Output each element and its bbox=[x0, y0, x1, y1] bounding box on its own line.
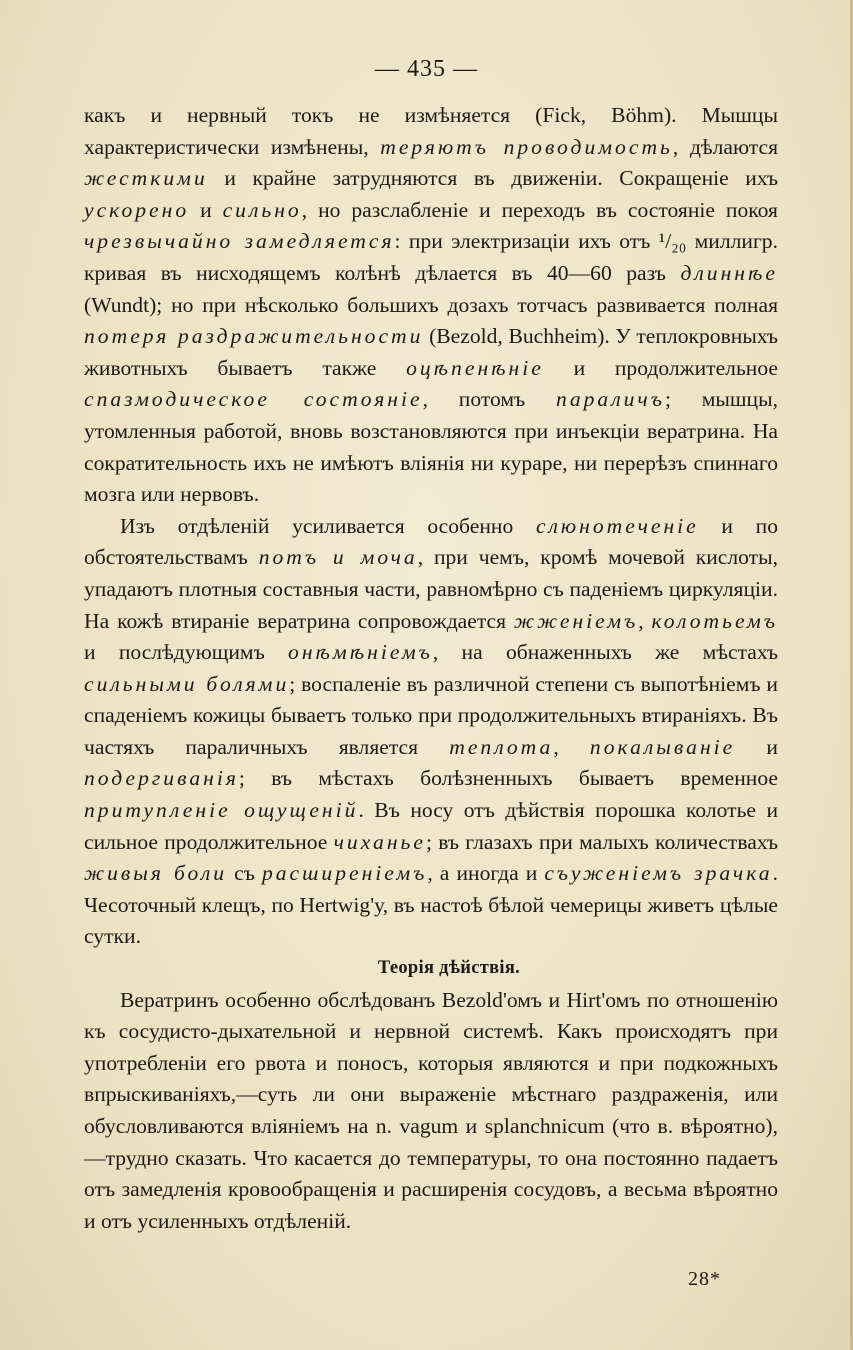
text-run: (Bezold, Buchheim). У теплокровныхъ животныхъ бываетъ также bbox=[84, 324, 778, 380]
page-number: — 435 — bbox=[375, 56, 478, 82]
emphasis: сильными болями bbox=[84, 671, 290, 696]
text-run: . Въ носу отъ дѣйствія порошка колотье и сильное продолжительное bbox=[84, 798, 779, 854]
emphasis: параличъ bbox=[556, 387, 665, 412]
text-run: и bbox=[189, 197, 223, 222]
section-heading: Теорія дѣйствія. bbox=[377, 958, 521, 979]
text-run: и по обстоятельствамъ bbox=[84, 513, 778, 570]
emphasis: спазмодическое состояніе bbox=[84, 387, 423, 412]
text-run: , на обнаженныхъ же мѣстахъ bbox=[432, 640, 779, 665]
emphasis: притупленіе ощущеній bbox=[84, 798, 359, 823]
text-run: и продолжительное bbox=[543, 355, 779, 380]
emphasis: живыя боли bbox=[84, 861, 228, 886]
paragraph-theory: Вератринъ особенно обслѣдованъ Bezold'омъ и Hirt'омъ по отношенію къ сосудисто-дыхательной и нервной системѣ. Какъ происходятъ при употребленіи его рвота и поносъ, которыя являются и при подкожныхъ впрыскиваніяхъ,—суть ли они выраженіе мѣстнаго раздраженія, или обусловливаются вліяніемъ на n. vagum и splanchnicum (что в. вѣроятно),—трудно сказать. Что касается до температуры, то она постоянно падаетъ отъ замедленія кровообращенія и расширенія сосудовъ, а весьма вѣроятно и отъ усиленныхъ отдѣленій. bbox=[84, 987, 778, 1233]
signature-mark: 28* bbox=[688, 1268, 721, 1290]
text-run: : при электризаціи ихъ отъ ¹/₂₀ миллигр. кривая въ нисходящемъ колѣнѣ дѣлается въ 40—60 разъ bbox=[84, 229, 778, 285]
emphasis: расширеніемъ bbox=[261, 861, 428, 886]
emphasis: потъ и моча bbox=[258, 545, 418, 570]
emphasis: слюнотеченіе bbox=[535, 513, 699, 538]
emphasis: теряютъ проводимость bbox=[380, 134, 673, 159]
emphasis: чиханье bbox=[333, 829, 426, 854]
text-run: , bbox=[553, 734, 590, 759]
text-run: , а иногда и bbox=[427, 861, 545, 886]
emphasis: онѣмѣніемъ bbox=[288, 640, 433, 665]
text-run: и крайне затрудняются въ движеніи. Сокращеніе ихъ bbox=[207, 166, 778, 191]
text-run: какъ и нервный токъ не измѣняется (Fick, Böhm). Мышцы характеристически измѣнены, bbox=[84, 103, 778, 159]
text-run: , при чемъ, кромѣ мочевой кислоты, упадаютъ плотныя составныя части, равномѣрно съ паденіемъ циркуляціи. На кожѣ втираніе вератрина сопровождается bbox=[84, 545, 778, 633]
text-run: и bbox=[735, 734, 778, 759]
text-run: , потомъ bbox=[422, 387, 557, 412]
emphasis: теплота bbox=[449, 734, 554, 759]
text-run: ; въ мѣстахъ болѣзненныхъ бываетъ временное bbox=[238, 766, 778, 791]
text-run: съ bbox=[227, 861, 262, 886]
emphasis: колотьемъ bbox=[651, 608, 778, 633]
paragraph-secretions bbox=[84, 511, 778, 953]
emphasis: покалываніе bbox=[589, 734, 736, 759]
text-run: ; воспаленіе въ различной степени съ выпотѣніемъ и спаденіемъ кожицы бываетъ только при продолжительныхъ втираніяхъ. Въ частяхъ параличныхъ является bbox=[84, 671, 778, 759]
emphasis: чрезвычайно замедляется bbox=[84, 229, 395, 254]
emphasis: жесткими bbox=[84, 166, 208, 191]
text-run: , но разслабленіе и переходъ въ состояніе покоя bbox=[301, 197, 778, 222]
body-text bbox=[84, 100, 778, 1237]
text-run: (Wundt); но при нѣсколько большихъ дозахъ тотчасъ развивается полная bbox=[84, 292, 778, 317]
emphasis: подергиванія bbox=[84, 766, 239, 791]
emphasis: съуженіемъ зрачка bbox=[544, 861, 773, 886]
text-run: Изъ отдѣленій усиливается особенно bbox=[120, 513, 536, 538]
text-run: . Чесоточный клещъ, по Hertwig'у, въ настоѣ бѣлой чемерицы живетъ цѣлые сутки. bbox=[84, 861, 778, 949]
paragraph-muscles bbox=[84, 100, 778, 511]
text-run: ; мышцы, утомленныя работой, вновь возстановляются при инъекціи вератрина. На сократительность ихъ не имѣютъ вліянія ни кураре, ни перерѣзъ спиннаго мозга или нервовъ. bbox=[84, 387, 778, 507]
emphasis: ускорено bbox=[84, 197, 190, 222]
text-run: и послѣдующимъ bbox=[84, 640, 289, 665]
text-run: , дѣлаются bbox=[672, 134, 779, 159]
emphasis: потеря раздражительности bbox=[84, 324, 424, 349]
text-run: ; въ глазахъ при малыхъ количествахъ bbox=[425, 829, 778, 854]
emphasis: оцѣпенѣніе bbox=[406, 355, 544, 380]
text-run: , bbox=[638, 608, 652, 633]
emphasis: длиннѣе bbox=[680, 260, 778, 285]
emphasis: жженіемъ bbox=[513, 608, 639, 633]
emphasis: сильно bbox=[222, 197, 302, 222]
